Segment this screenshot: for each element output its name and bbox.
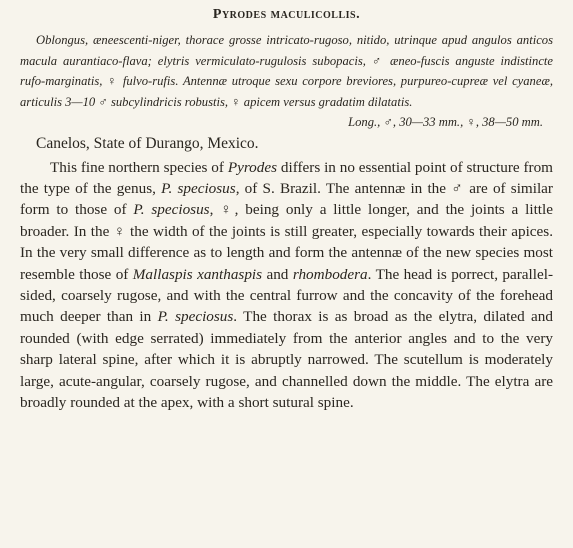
latin-description: Oblongus, æneescenti-niger, thorace grosse intricato-rugoso, nitido, utrinque apud angulos anticos macula aurantiaco-flava; elytris vermiculato-rugulosis subopacis, ♂ æneo-fuscis anguste indistincte rufo-marginatis, ♀ fulvo-rufis. Antennæ utroque sexu corpore breviores, purpureo-cupreæ vel cyaneæ, articulis 3—10 ♂ subcylindricis robustis, ♀ apicem versus gradatim dilatatis.	[20, 33, 553, 109]
body-text-run: , of S. Brazil. The antennæ in the ♂ are of similar form to those of	[20, 179, 553, 219]
taxon-name: P. speciosus	[157, 308, 234, 326]
body-text-run: This fine northern species of	[50, 158, 228, 176]
taxon-name: Mallaspis xanthaspis	[132, 265, 263, 283]
body-text-run: , ♀, being only a little longer, and the joints a little broader. In the ♀ the width of the joints is still greater, especially towards their apices. In the very small difference as to length and form the antennæ of the new species most resemble those of	[20, 201, 553, 283]
locality-line: Canelos, State of Durango, Mexico.	[36, 134, 259, 152]
taxon-name: rhombodera	[292, 265, 368, 283]
body-text-run: . The thorax is as broad as the elytra, dilated and rounded (with edge serrated) immediately from the anterior angles and to the very sharp lateral spine, after which it is abruptly narrowed. The scutellum is moderately large, acute-angular, coarsely rugose, and channelled down the middle. The elytra are broadly rounded at the apex, with a short sutural spine.	[20, 308, 553, 411]
body-paragraph	[20, 157, 553, 414]
taxon-name: P. speciosus	[161, 179, 236, 197]
taxon-name: P. speciosus	[133, 201, 210, 219]
body-text-run: . The head is porrect, parallel-sided, coarsely rugose, and with the central furrow and the concavity of the forehead much deeper than in	[20, 265, 554, 326]
body-text-run: differs in no essential point of structure from the type of the genus,	[20, 158, 553, 197]
body-text-run: and	[262, 265, 293, 283]
measurement-line: Long., ♂, 30—33 mm., ♀, 38—50 mm.	[348, 115, 543, 129]
species-heading: Pyrodes maculicollis.	[212, 7, 361, 22]
taxon-name: Pyrodes	[227, 158, 278, 176]
